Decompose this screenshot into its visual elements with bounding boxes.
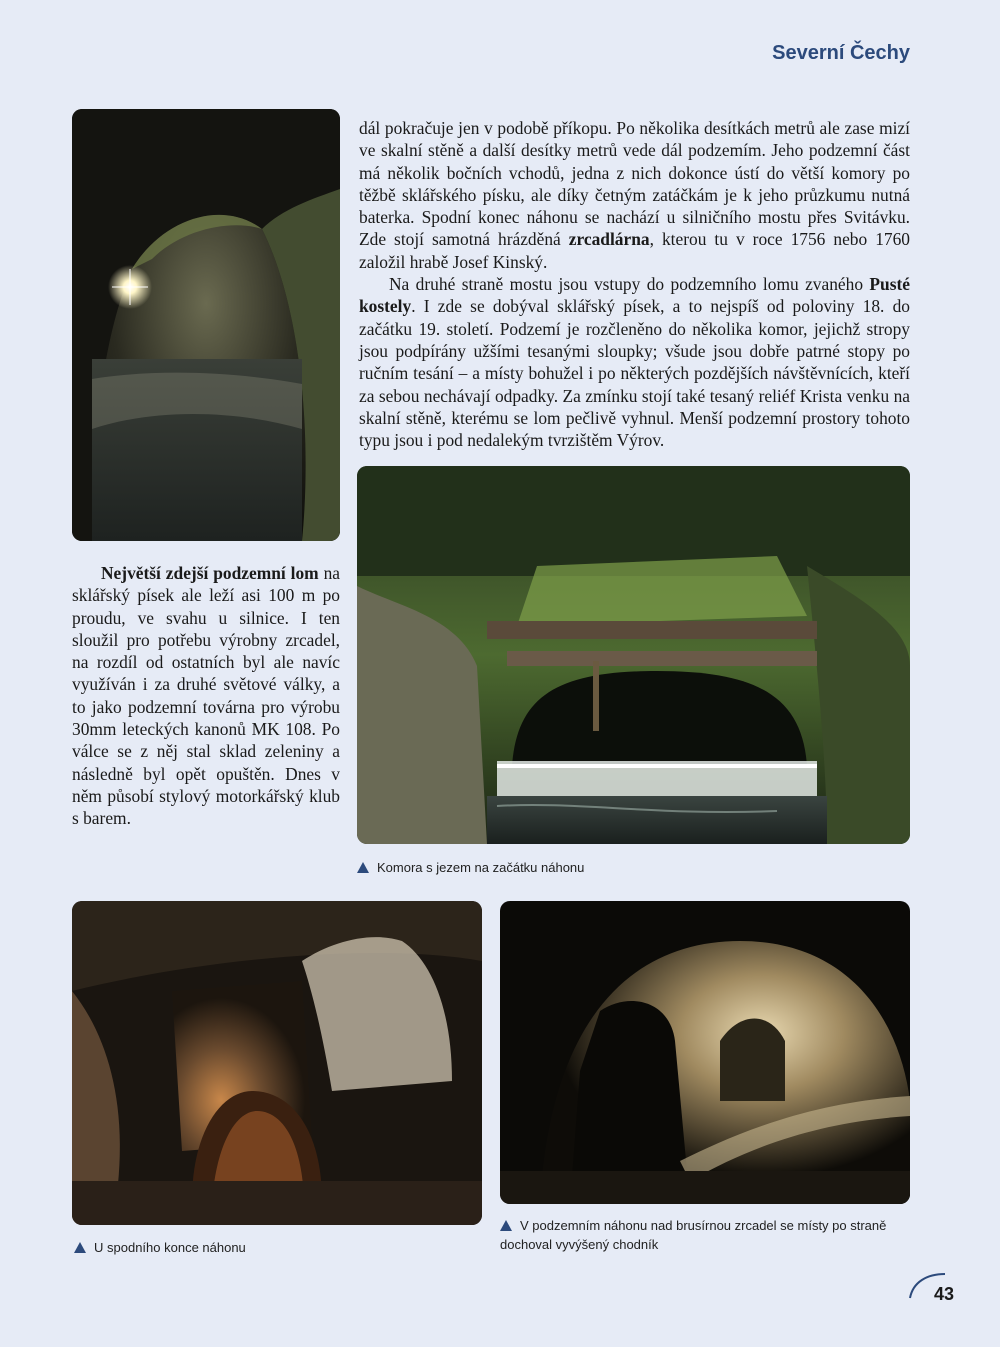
triangle-icon	[74, 1242, 86, 1253]
paragraph-2: Na druhé straně mostu jsou vstupy do podzemního lomu zvaného Pusté kostely. I zde se dobýval sklářský písek, a to nejspíš od poloviny 18. do začátku 19. století. Podzemí je rozčleněno do několika komor, jejichž stropy jsou podpírány užšími tesanými sloupky; všude jsou dobře patrné stopy po ručním tesání – a místy bohužel i po některých pozdějších návštěvnících, kteří za sebou nechávají odpadky. Za zmínku stojí také tesaný reliéf Krista venku na skalní stěně, kterému se lom pečlivě vyhnul. Menší podzemní prostory tohoto typu jsou i pod nedalekým tvrzištěm Výrov.	[359, 274, 910, 451]
caption-weir: Komora s jezem na začátku náhonu	[357, 858, 910, 877]
section-title: Severní Čechy	[772, 42, 910, 64]
photo-walkway	[500, 901, 910, 1204]
sidebar-text: Největší zdejší podzemní lom na sklářský písek ale leží asi 100 m po proudu, ve svahu u silnice. I ten sloužil pro potřebu výrobny zrcadel, na rozdíl od ostatních byl ale navíc využíván i za druhé světové války, a to jako podzemní továrna pro výrobu 30mm leteckých kanonů MK 108. Po válce se z něj stal sklad zeleniny a následně byl opět opuštěn. Dnes v něm působí stylový motorkářský klub s barem.	[72, 563, 341, 829]
photo-lower-end	[72, 901, 482, 1225]
photo-tunnel-light	[72, 109, 340, 541]
caption-lower-end: U spodního konce náhonu	[74, 1238, 484, 1257]
main-text	[359, 117, 910, 451]
photo-weir	[357, 466, 910, 844]
page-number: 43	[933, 1284, 954, 1304]
triangle-icon	[357, 862, 369, 873]
triangle-icon	[500, 1220, 512, 1231]
paragraph-1: dál pokračuje jen v podobě příkopu. Po několika desítkách metrů ale zase mizí ve skalní stěně a další desítky metrů vede dál podzemím. Jeho podzemní část má několik bočních vchodů, jedna z nich dokonce ústí do větší komory po těžbě sklářského písku, ale díky četným zatáčkám je k jeho průzkumu nutná baterka. Spodní konec náhonu se nachází u silničního mostu přes Svitávku. Zde stojí samotná hrázděná zrcadlárna, kterou tu v roce 1756 nebo 1760 založil hrabě Josef Kinský.	[359, 118, 910, 272]
caption-walkway: V podzemním náhonu nad brusírnou zrcadel se místy po straně dochoval vyvýšený chodník	[500, 1218, 887, 1252]
